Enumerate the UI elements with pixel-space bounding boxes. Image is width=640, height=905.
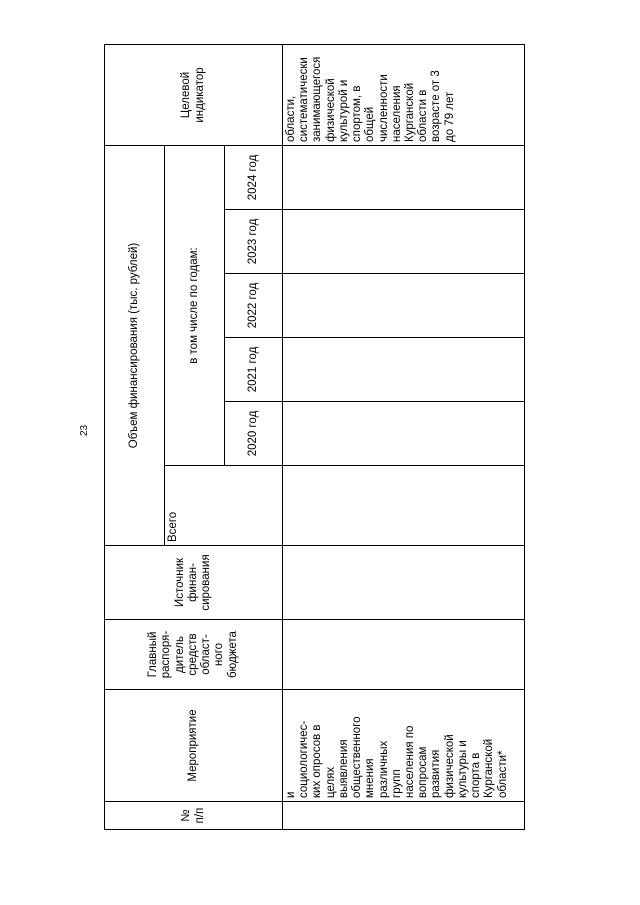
cell-2021: [283, 338, 525, 402]
cell-total: [283, 466, 525, 546]
header-year-2024: 2024 год: [225, 146, 283, 210]
header-funding-volume: Объем финансирования (тыс. рублей): [105, 146, 165, 546]
header-year-2022: 2022 год: [225, 274, 283, 338]
header-event: Мероприятие: [105, 690, 283, 802]
header-source: Источник финан- сирования: [105, 546, 283, 620]
header-row-1: [105, 45, 165, 830]
funding-table: [104, 44, 525, 830]
cell-event: и социологичес- ких опросов в целях выявления общественного мнения различных групп населения по вопросам развития физической культуры и спорта в Курганской области*: [283, 690, 525, 802]
cell-target: области, систематически занимающегося физической культурой и спортом, в общей численности населения Курганской области в возрасте от 3 до 79 лет: [283, 45, 525, 146]
header-target: Целевой индикатор: [105, 45, 283, 146]
page-number: 23: [79, 424, 90, 436]
header-by-year: в том числе по годам:: [165, 146, 225, 466]
header-num: № п/п: [105, 802, 283, 830]
cell-source: [283, 546, 525, 620]
header-administrator: Главный распоря- дитель средств област- ного бюджета: [105, 620, 283, 690]
cell-2024: [283, 146, 525, 210]
cell-2022: [283, 274, 525, 338]
cell-administrator: [283, 620, 525, 690]
header-year-2021: 2021 год: [225, 338, 283, 402]
table-row: [283, 45, 525, 830]
header-year-2023: 2023 год: [225, 210, 283, 274]
cell-num: [283, 802, 525, 830]
header-year-2020: 2020 год: [225, 402, 283, 466]
rotated-table-container: [104, 45, 524, 830]
cell-2023: [283, 210, 525, 274]
header-total: Всего: [165, 466, 283, 546]
cell-2020: [283, 402, 525, 466]
